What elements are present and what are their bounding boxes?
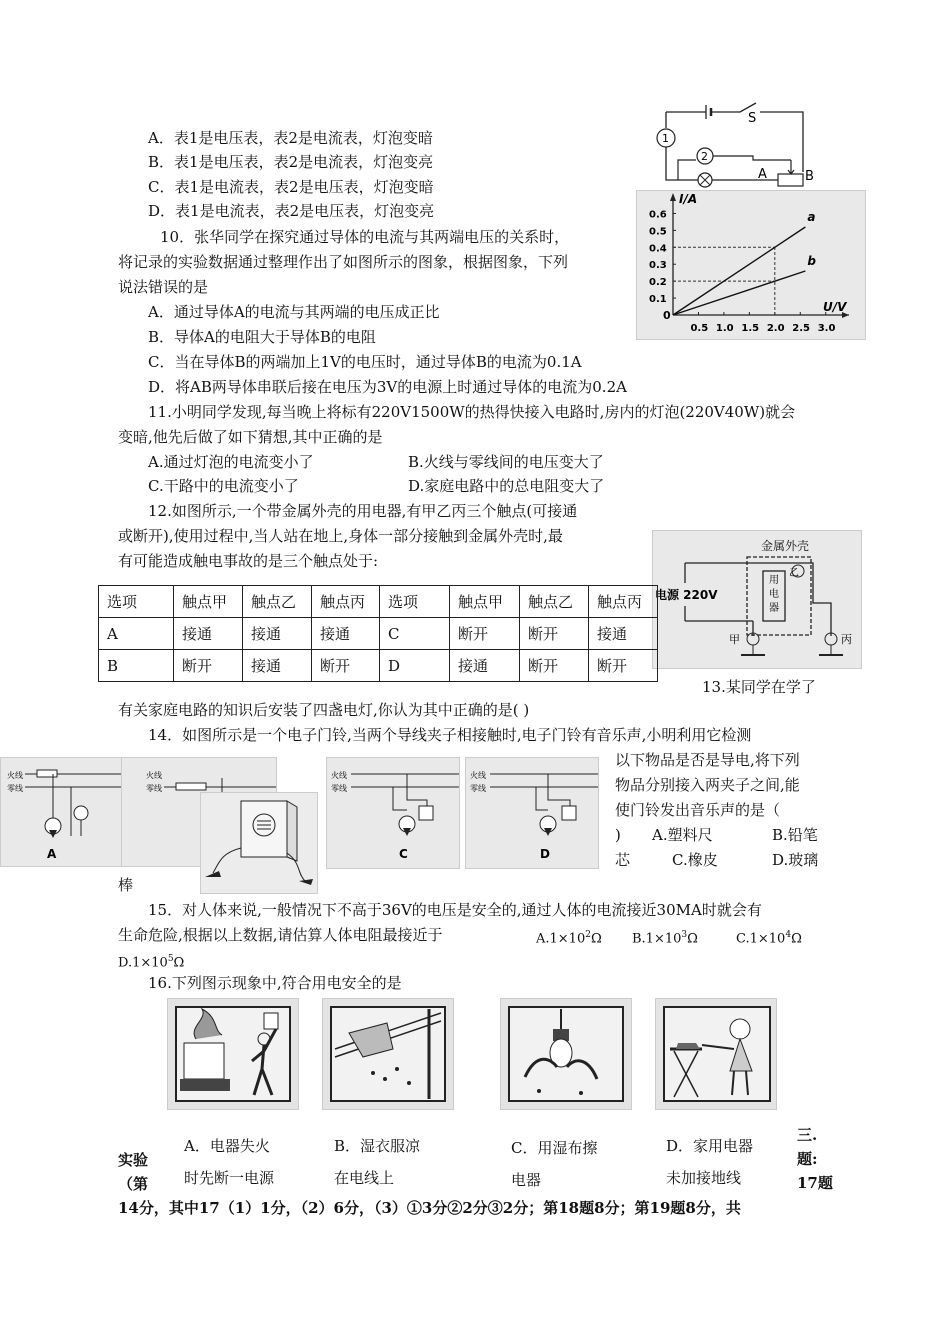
q14-tail: 棒 [118,876,134,894]
q16-picture-fire [167,998,299,1110]
y-tick-label: 0.6 [649,209,667,221]
table-row [99,618,658,650]
y-tick-label: 0.5 [649,226,667,238]
q10-chart-figure [636,190,866,340]
table-cell: 接通 [174,618,243,650]
q14-side-3: 使门铃发出音乐声的是（ [615,801,781,819]
q11-option-c: C.干路中的电流变小了 [148,477,299,495]
x-tick-label: 2.5 [792,323,810,334]
section3-right-2: 题: [797,1150,818,1168]
q16-picture-wet-clothes [322,998,454,1110]
neutral-wire-label: 零线 [470,784,486,793]
table-cell: 选项 [380,586,450,618]
table-cell: 断开 [520,618,589,650]
figure-d-label: D [540,847,550,861]
table-cell: 断开 [589,650,658,682]
x-tick-label: 1.0 [715,323,734,334]
q10-stem-2: 将记录的实验数据通过整理作出了如图所示的图象，根据图象，下列 [118,253,569,271]
q9-circuit-figure [648,100,823,188]
q13-figure-c [326,757,460,869]
section3-left-1: 实验 [118,1151,149,1169]
q10-option-a: A．通过导体A的电流与其两端的电压成正比 [148,303,440,321]
live-wire-label: 火线 [331,771,347,780]
q15-option-b [632,926,698,948]
q16-stem: 16.下列图示现象中,符合用电安全的是 [148,974,402,992]
q10-option-d: D．将AB两导体串联后接在电压为3V的电源上时通过导体的电流为0.2A [148,378,627,396]
q10-stem-3: 说法错误的是 [118,278,209,296]
q16-caption-a-2: 时先断一电源 [184,1169,275,1187]
exponent: 4 [785,930,792,940]
q14-opt-paren: ) [615,826,621,844]
neutral-wire-label: 零线 [146,784,162,793]
table-cell: C [380,618,450,650]
table-cell: 触点乙 [520,586,589,618]
q13-stem-right: 13.某同学在学了 [702,678,816,696]
q16-caption-d-2: 未加接地线 [666,1169,742,1187]
q15-option-c-text: C.1×10 [736,931,786,947]
contact-jia-label: 甲 [729,633,740,646]
live-wire-label: 火线 [7,771,23,780]
table-cell: 断开 [312,650,380,682]
y-axis-arrow [670,193,676,201]
exponent: 5 [167,954,174,964]
section3-left-2: （第 [118,1175,149,1193]
q12-figure [652,530,862,669]
q16-caption-c-1: C．用湿布擦 [511,1139,598,1157]
source-label: 电源 220V [655,588,718,602]
q16-caption-d-1: D．家用电器 [666,1137,754,1155]
meter1-label: 1 [662,132,669,145]
q14-stem: 14．如图所示是一个电子门铃,当两个导线夹子相接触时,电子门铃有音乐声,小明利用它检测 [148,726,752,744]
appliance-circuit [653,531,861,668]
q15-option-c [736,926,802,948]
exponent: 2 [585,930,591,940]
q14-option-c: C.橡皮 [672,851,718,869]
q16-caption-b-1: B．湿衣服凉 [334,1137,421,1155]
q15-option-d-text: D.1×10 [118,955,168,971]
table-cell: 触点甲 [174,586,243,618]
q9-option-c: C．表1是电流表，表2是电压表，灯泡变暗 [148,178,434,196]
x-tick-label: 3.0 [817,323,836,334]
contact-yi-label: 乙 [789,568,799,579]
terminal-b-label: B [805,169,814,184]
circuit-diagram [648,100,823,188]
ohm-symbol: Ω [687,931,698,947]
table-cell: 断开 [174,650,243,682]
q14-option-d: D.玻璃 [772,851,819,869]
y-tick-label: 0.3 [649,260,667,272]
q14-side-2: 物品分别接入两夹子之间,能 [615,776,800,794]
x-tick-label: 1.5 [741,323,760,334]
q11-option-d: D.家庭电路中的总电阻变大了 [408,477,605,495]
y-axis-label: I/A [679,192,698,206]
q15-option-a [536,926,602,948]
table-cell: 断开 [520,650,589,682]
meter2-label: 2 [701,150,708,163]
table-cell: D [380,650,450,682]
switch-label: S [748,111,757,126]
x-axis-label: U/V [823,300,847,314]
q12-stem-2: 或断开),使用过程中,当人站在地上,身体一部分接触到金属外壳时,最 [118,527,563,545]
q15-line-2: 生命危险,根据以上数据,请估算人体电阻最接近于 [118,926,443,944]
table-row [99,650,658,682]
q14-option-b: B.铅笔 [772,826,818,844]
q11-option-b: B.火线与零线间的电压变大了 [408,453,604,471]
q14-opt-cont: 芯 [615,851,631,869]
iu-graph [637,191,865,339]
q13-stem-cont: 有关家庭电路的知识后安装了四盏电灯,你认为其中正确的是( ) [118,701,530,719]
q15-option-a-text: A.1×10 [536,931,586,947]
live-wire-label: 火线 [470,771,486,780]
neutral-wire-label: 零线 [331,784,347,793]
q16-picture-wet-cloth [500,998,632,1110]
q9-option-b: B．表1是电压表，表2是电流表，灯泡变亮 [148,153,434,171]
ohm-symbol: Ω [590,931,602,947]
shell-label: 金属外壳 [761,539,810,553]
q16-picture-ungrounded [655,998,777,1110]
series-line-a [673,227,805,315]
device-label: 用电器 [769,575,779,614]
q16-caption-a-1: A．电器失火 [184,1137,270,1155]
q14-side-1: 以下物品是否是导电,将下列 [615,751,800,769]
q14-option-a: A.塑料尺 [652,826,713,844]
table-cell: 接通 [312,618,380,650]
table-row [99,586,658,618]
table-cell: 断开 [450,618,520,650]
section3-score-line: 14分，其中17（1）1分，（2）6分，（3）①3分②2分③2分；第18题8分；第19题8分，共 [118,1199,741,1217]
neutral-wire-label: 零线 [7,784,23,793]
q10-stem-1: 10．张华同学在探究通过导体的电流与其两端电压的关系时， [160,228,570,246]
section3-right-3: 17题 [797,1174,833,1192]
table-cell: 触点丙 [589,586,658,618]
x-tick-label: 0.5 [690,323,709,334]
q15-option-b-text: B.1×10 [632,931,682,947]
q12-stem-3: 有可能造成触电事故的是三个触点处于: [118,552,379,570]
series-label-a: a [807,210,816,224]
table-cell: 接通 [243,618,312,650]
q15-line-1: 15．对人体来说,一般情况下不高于36V的电压是安全的,通过人体的电流接近30MA时就会有 [148,901,762,919]
y-tick-label: 0.4 [649,243,667,255]
q10-option-c: C．当在导体B的两端加上1V的电压时，通过导体B的电流为0.1A [148,353,582,371]
series-line-b [673,271,805,315]
q14-doorbell-figure [200,792,318,894]
q15-option-d [118,950,184,972]
q11-stem-2: 变暗,他先后做了如下猜想,其中正确的是 [118,428,383,446]
q12-stem-1: 12.如图所示,一个带金属外壳的用电器,有甲乙丙三个触点(可接通 [148,502,578,520]
y-tick-label: 0.2 [649,277,667,289]
x-tick-label: 2.0 [766,323,785,334]
table-cell: 触点甲 [450,586,520,618]
q11-option-a: A.通过灯泡的电流变小了 [148,453,314,471]
ohm-symbol: Ω [791,931,802,947]
q9-option-a: A．表1是电压表，表2是电流表，灯泡变暗 [148,129,433,147]
terminal-a-label: A [758,167,767,182]
table-cell: 选项 [99,586,174,618]
section3-right-1: 三. [797,1126,818,1144]
table-cell: 接通 [450,650,520,682]
exponent: 3 [681,930,688,940]
figure-a-label: A [47,847,57,861]
table-cell: 触点乙 [243,586,312,618]
table-cell: A [99,618,174,650]
table-cell: 接通 [243,650,312,682]
q11-stem-1: 11.小明同学发现,每当晚上将标有220V1500W的热得快接入电路时,房内的灯泡(220V40W)就会 [148,403,796,421]
q12-options-table [98,585,658,682]
q13-figure-a [0,757,122,867]
table-cell: 接通 [589,618,658,650]
y-tick-label: 0.1 [649,294,667,306]
table-cell: B [99,650,174,682]
series-label-b: b [807,254,816,268]
table-cell: 触点丙 [312,586,380,618]
q16-caption-c-2: 电器 [511,1171,542,1189]
q9-option-d: D．表1是电流表，表2是电压表，灯泡变亮 [148,202,435,220]
origin-label: 0 [663,309,671,322]
contact-bing-label: 丙 [841,633,852,646]
q13-figure-d [465,757,599,869]
q10-option-b: B．导体A的电阻大于导体B的电阻 [148,328,376,346]
figure-c-label: C [399,847,408,861]
ohm-symbol: Ω [173,955,185,971]
q16-caption-b-2: 在电线上 [334,1169,395,1187]
live-wire-label: 火线 [146,771,162,780]
